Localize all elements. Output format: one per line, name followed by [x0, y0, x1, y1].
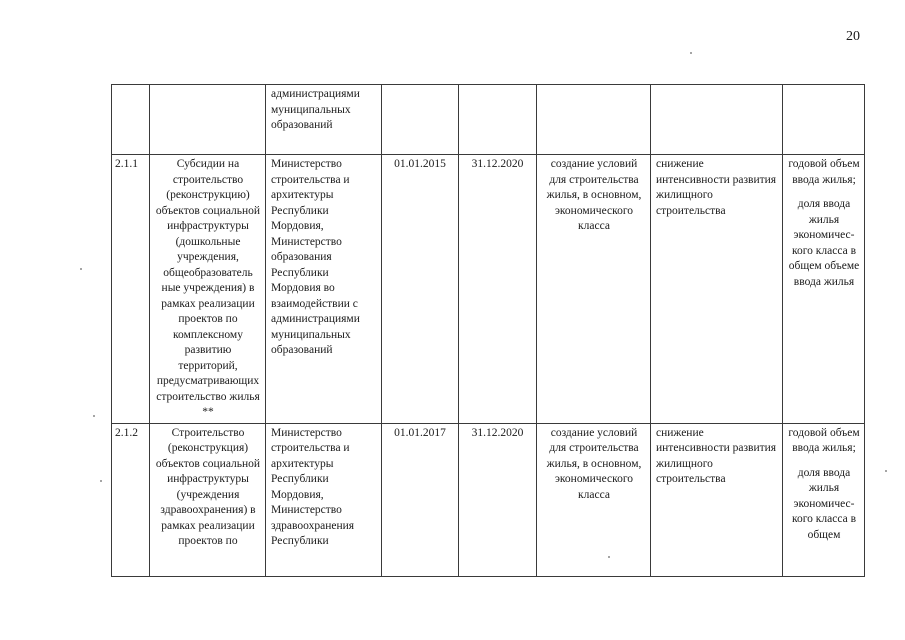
indicator-cell	[783, 155, 865, 424]
end-date-cell: 31.12.2020	[459, 155, 537, 424]
program-measures-table	[111, 84, 865, 577]
consequence-cell: снижение интенсивности развития жилищного строительства	[651, 155, 783, 424]
table-row	[112, 423, 865, 576]
indicator-cell	[783, 85, 865, 155]
consequence-cell: снижение интенсивности развития жилищного строительства	[651, 423, 783, 576]
end-date-cell	[459, 85, 537, 155]
consequence-cell	[651, 85, 783, 155]
page-number: 20	[846, 29, 860, 44]
scan-speck	[100, 480, 102, 482]
indicator-item: доля ввода жилья экономичес-кого класса в общем объеме ввода жилья	[788, 198, 860, 288]
measure-name-cell: Строительство (реконструкция) объектов социальной инфраструктуры (учреждения здравоохранения) в рамках реализации проектов по	[150, 423, 266, 576]
start-date-cell: 01.01.2017	[382, 423, 459, 576]
executor-cell: администрациями муниципальных образований	[266, 85, 382, 155]
end-date-cell: 31.12.2020	[459, 423, 537, 576]
scan-speck	[885, 470, 887, 472]
scan-speck	[93, 415, 95, 417]
expected-result-cell: создание условий для строительства жилья, в основном, экономического класса	[537, 423, 651, 576]
scan-speck	[608, 556, 610, 558]
executor-cell: Министерство строительства и архитектуры Республики Мордовия, Министерство здравоохранения Республики	[266, 423, 382, 576]
indicator-item: годовой объем ввода жилья;	[788, 158, 860, 186]
executor-cell: Министерство строительства и архитектуры Республики Мордовия, Министерство образования Республики Мордовия во взаимодействии с администрациями муниципальных образований	[266, 155, 382, 424]
scan-speck	[690, 52, 692, 54]
indicator-item: доля ввода жилья экономичес-кого класса в общем	[792, 466, 856, 541]
table-row	[112, 85, 865, 155]
table-row	[112, 155, 865, 424]
row-number-cell	[112, 85, 150, 155]
scan-speck	[80, 268, 82, 270]
expected-result-cell: создание условий для строительства жилья, в основном, экономического класса	[537, 155, 651, 424]
expected-result-cell	[537, 85, 651, 155]
start-date-cell	[382, 85, 459, 155]
row-number-cell: 2.1.2	[112, 423, 150, 576]
row-number-cell: 2.1.1	[112, 155, 150, 424]
start-date-cell: 01.01.2015	[382, 155, 459, 424]
indicator-cell	[783, 423, 865, 576]
measure-name-cell: Субсидии на строительство (реконструкцию) объектов социальной инфраструктуры (дошкольные учреждения, общеобразователь ные учреждения) в рамках реализации проектов по комплексному развитию территорий, предусматривающих строительство жилья **	[150, 155, 266, 424]
measure-name-cell	[150, 85, 266, 155]
indicator-item: годовой объем ввода жилья;	[788, 426, 860, 454]
